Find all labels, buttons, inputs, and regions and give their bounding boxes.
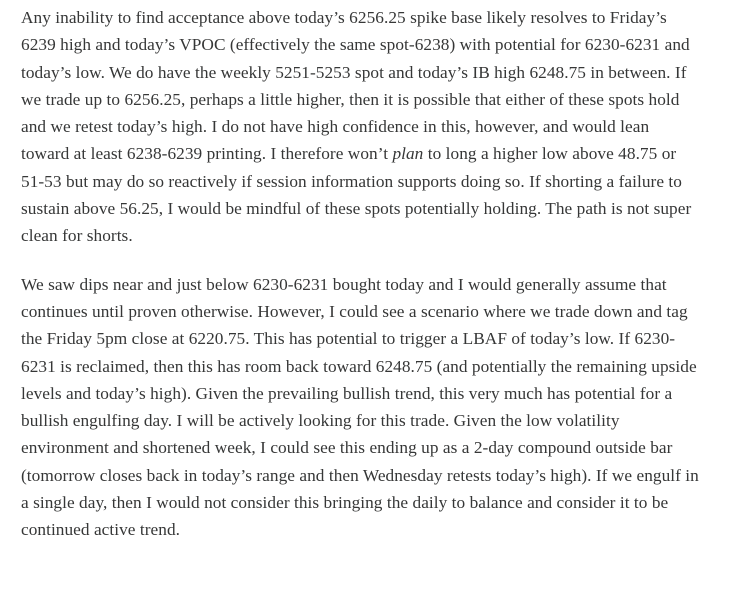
paragraph-1: [21, 4, 700, 250]
paragraph-1-text-start: Any inability to find acceptance above today’s 6256.25 spike base likely resolves to Friday’s 6239 high and today’s VPOC (effectively the same spot-6238) with potential for 6230-6231 and today’s low. We do have the weekly 5251-5253 spot and today’s IB high 6248.75 in between. If we trade up to 6256.25, perhaps a little higher, then it is possible that either of these spots hold and we retest today’s high. I do not have high confidence in this, however, and would lean toward at least 6238-6239 printing. I therefore won’t: [21, 8, 690, 164]
paragraph-1-emphasis: plan: [392, 144, 424, 164]
paragraph-1-text-end: to long a higher low above 48.75 or 51-53 but may do so reactively if session information supports doing so. If shorting a failure to sustain above 56.25, I would be mindful of these spots potentially holding. The path is not super clean for shorts.: [21, 144, 692, 246]
paragraph-2: We saw dips near and just below 6230-6231 bought today and I would generally assume that continues until proven otherwise. However, I could see a scenario where we trade down and tag the Friday 5pm close at 6220.75. This has potential to trigger a LBAF of today’s low. If 6230-6231 is reclaimed, then this has room back toward 6248.75 (and potentially the remaining upside levels and today’s high). Given the prevailing bullish trend, this very much has potential for a bullish engulfing day. I will be actively looking for this trade. Given the low volatility environment and shortened week, I could see this ending up as a 2-day compound outside bar (tomorrow closes back in today’s range and then Wednesday retests today’s high). If we engulf in a single day, then I would not consider this bringing the daily to balance and consider it to be continued active trend.: [21, 274, 699, 540]
